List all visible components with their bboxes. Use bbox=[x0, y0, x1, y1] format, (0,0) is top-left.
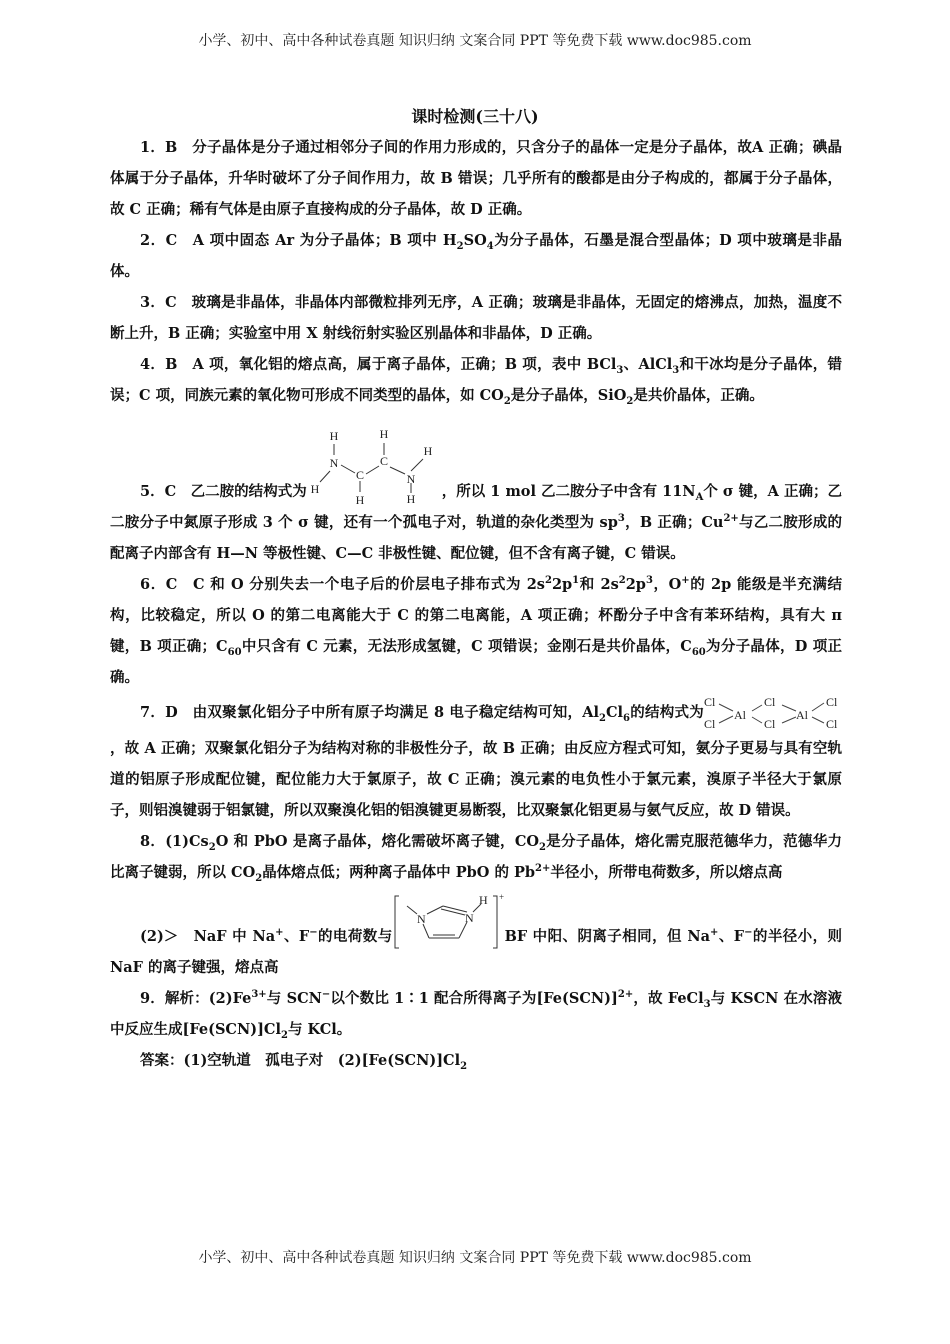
svg-text:H: H bbox=[310, 482, 320, 496]
svg-text:Cl: Cl bbox=[704, 717, 716, 731]
svg-text:H: H bbox=[355, 493, 365, 507]
answer-8-part1: 8．$(1)Cs_2O$ 和 PbO 是离子晶体，熔化需破坏离子键，$CO_2$是分子晶体，熔化需克服范德华力，范德华力比离子键弱，所以 $CO_2$晶体熔点低；两种离子晶体中 PbO 的 $Pb^{2+}$半径小，所带电荷数多，所以熔点高 bbox=[110, 833, 843, 884]
svg-text:C: C bbox=[379, 454, 388, 468]
svg-text:N: N bbox=[406, 472, 416, 486]
answer-4: 4．B A 项，氧化铝的熔点高，属于离子晶体，正确；B 项，表中 BCl$_3$、AlCl$_3$和干冰均是分子晶体，错误；C 项，同族元素的氧化物可形成不同类型的晶体，如 $CO_2$是分子晶体，SiO$_2$是共价晶体，正确。 bbox=[110, 356, 843, 407]
answer-2: 2．C A 项中固态 Ar 为分子晶体；B 项中 $H_2SO_4$为分子晶体，石墨是混合型晶体；D 项中玻璃是非晶体。 bbox=[110, 232, 843, 280]
svg-text:Cl: Cl bbox=[826, 695, 838, 709]
svg-text:Cl: Cl bbox=[764, 695, 776, 709]
svg-text:H: H bbox=[329, 429, 339, 443]
svg-text:Cl: Cl bbox=[764, 717, 776, 731]
svg-text:N: N bbox=[329, 456, 339, 470]
imidazolium-structure bbox=[393, 892, 505, 952]
content bbox=[110, 132, 842, 1076]
svg-text:N: N bbox=[416, 912, 426, 926]
answer-1: 1．B 分子晶体是分子通过相邻分子间的作用力形成的，只含分子的晶体一定是分子晶体，故A 正确；碘晶体属于分子晶体，升华时破坏了分子间作用力，故 B 错误；几乎所有的酸都是由分子构成的，都属于分子晶体，故 C 正确；稀有气体是由原子直接构成的分子晶体，故 D 正确。 bbox=[110, 139, 842, 218]
svg-text:H: H bbox=[478, 893, 488, 907]
ethylenediamine-structure bbox=[307, 411, 442, 507]
svg-text:H: H bbox=[406, 492, 416, 506]
answer-3: 3．C 玻璃是非晶体，非晶体内部微粒排列无序，A 正确；玻璃是非晶体，无固定的熔沸点，加热，温度不断上升，B 正确；实验室中用 X 射线衍射实验区别晶体和非晶体，D 正确。 bbox=[110, 294, 842, 342]
answer-5: 5．C 乙二胺的结构式为 H N H C H C H N H H ，所以 1 mol 乙二胺分子中含有 $11N_A$个 σ 键，A 正确；乙二胺分子中氮原子形成 3 个 σ 键，还有一个孤电子对，轨道的杂化类型为 $sp^3$，B 正确；$Cu^{2+}$与乙二胺形成的配离子内部含有 H—N 等极性键、C—C 非极性键、配位键，但不含有离子键，C 错误。 bbox=[110, 411, 842, 569]
answer-6: 6．C C 和 O 分别失去一个电子后的价层电子排布式为 $2s^22p^1$和 $2s^22p^3$，O+的 2p 能级是半充满结构，比较稳定，所以 O 的第二电离能大于 C 的第二电离能，A 项正确；杯酚分子中含有苯环结构，具有大 π 键，B 项正确；$C_{60}$中只含有 C 元素，无法形成氢键，C 项错误；金刚石是共价晶体，$C_{60}$为分子晶体，D 项正确。 bbox=[110, 575, 843, 686]
svg-text:Al: Al bbox=[734, 708, 747, 722]
svg-text:+: + bbox=[498, 892, 504, 902]
al2cl6-structure bbox=[704, 693, 842, 733]
page-header: 小学、初中、高中各种试卷真题 知识归纳 文案合同 PPT 等免费下载 www.doc985.com bbox=[198, 33, 752, 49]
svg-text:Cl: Cl bbox=[704, 695, 716, 709]
svg-text:C: C bbox=[355, 468, 364, 482]
svg-text:H: H bbox=[423, 444, 433, 458]
answer-8-part2: (2)＞ NaF 中 Na+、F−的电荷数与 N N H + BF 中阳、阴离子相同，但 Na+、F−的半径小，则 NaF 的离子键强，熔点高 bbox=[110, 892, 843, 976]
answer-9: 9．解析：$(2)Fe^{3+}$与 SCN−以个数比 1∶1 配合所得离子为$[Fe(SCN)]^{2+}$，故 FeCl$_3$与 KSCN 在水溶液中反应生成$[Fe(SCN)]Cl_2$与 KCl。 bbox=[110, 989, 842, 1041]
svg-text:Cl: Cl bbox=[826, 717, 838, 731]
answer-7: 7．D 由双聚氯化铝分子中所有原子均满足 8 电子稳定结构可知，$Al_2Cl_6$的结构式为 Cl Cl Al Cl Cl Al Cl Cl ，故 A 正确；双聚氯化铝分子为结构对称的非极性分子，故 B 正确；由反应方程式可知，氨分子更易与具有空轨道的铝原子形成配位键，配位能力大于氯原子，故 C 正确；溴元素的电负性小于氯元素，溴原子半径大于氯原子，则铝溴键弱于铝氯键，所以双聚溴化铝的铝溴键更易断裂，比双聚氯化铝更易与氨气反应，故 D 错误。 bbox=[110, 695, 842, 819]
svg-text:Al: Al bbox=[796, 708, 809, 722]
page-footer: 小学、初中、高中各种试卷真题 知识归纳 文案合同 PPT 等免费下载 www.doc985.com bbox=[198, 1250, 752, 1266]
page-title: 课时检测(三十八) bbox=[411, 107, 539, 126]
answer-final: 答案：(1)空轨道 孤电子对 $(2)[Fe(SCN)]Cl_2$ bbox=[140, 1052, 468, 1072]
svg-text:N: N bbox=[464, 911, 474, 925]
svg-text:H: H bbox=[379, 427, 389, 441]
